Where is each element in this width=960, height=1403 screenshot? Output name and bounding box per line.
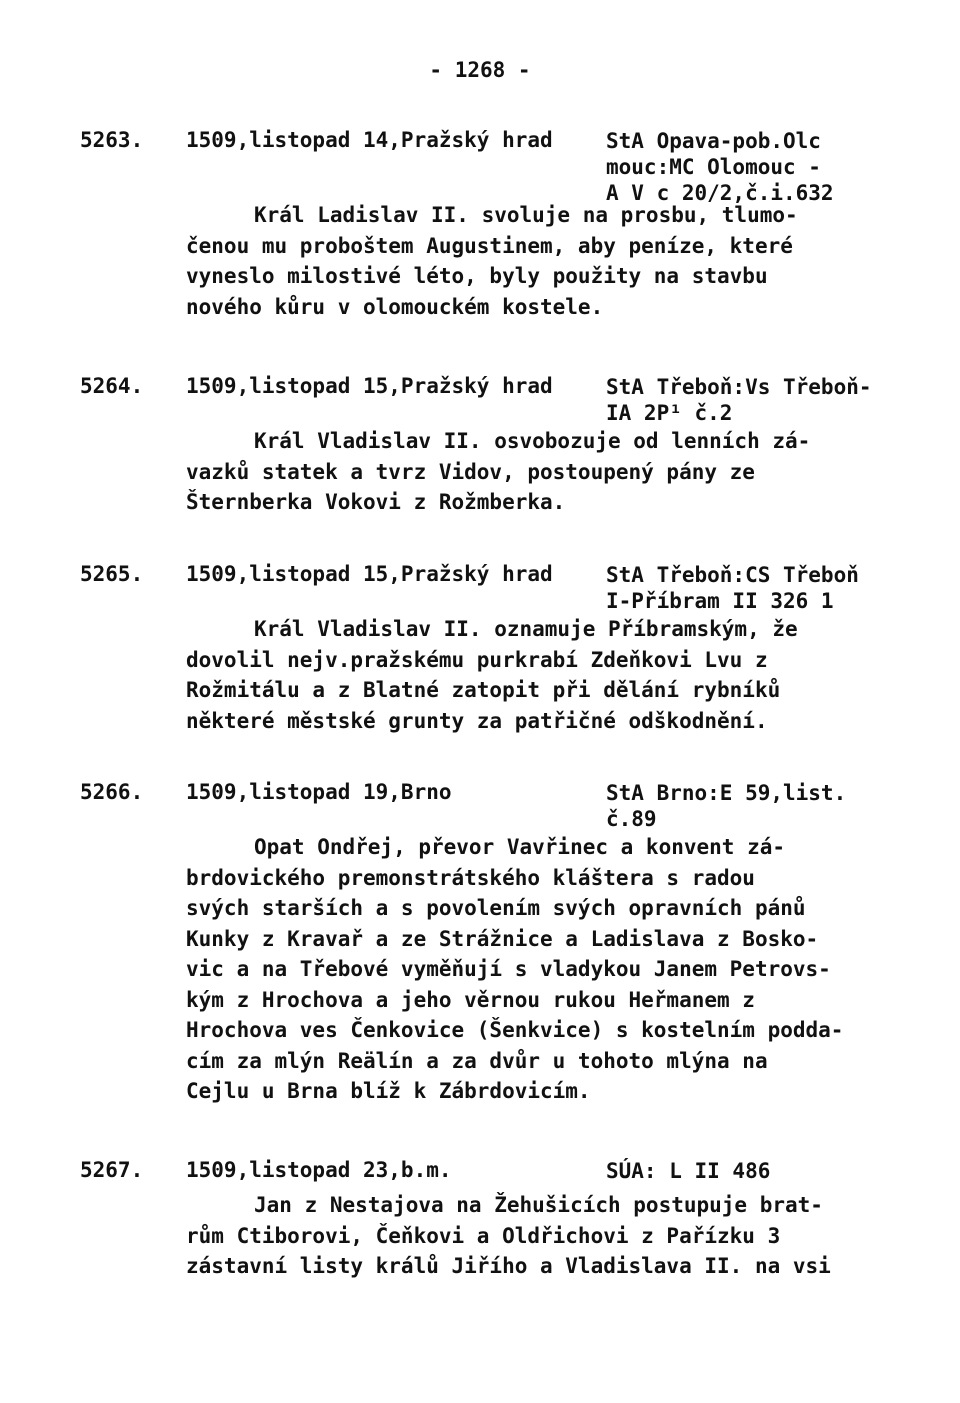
archive-line: StA Brno:E 59,list. <box>606 781 847 805</box>
text-line: Hrochova ves Čenkovice (Šenkvice) s kostelním podda- <box>186 1018 844 1042</box>
archive-line: IA 2P¹ č.2 <box>606 401 733 425</box>
text-line: rům Ctiborovi, Čeňkovi a Oldřichovi z Pařízku 3 <box>186 1223 781 1248</box>
archive-line: č.89 <box>606 807 657 831</box>
text-line: Opat Ondřej, převor Vavřinec a konvent zá- <box>254 835 786 859</box>
entry-regest-text <box>186 832 876 1107</box>
entry-date-place: 1509,listopad 14,Pražský hrad <box>186 128 553 152</box>
entry-number: 5265. <box>80 562 144 586</box>
archive-line: StA Třeboň:CS Třeboň <box>606 563 859 587</box>
entry-number: 5263. <box>80 128 144 152</box>
entry-number: 5264. <box>80 374 144 398</box>
text-line: Šternberka Vokovi z Rožmberka. <box>186 490 566 514</box>
entry-regest-text <box>186 200 876 322</box>
text-line: některé městské grunty za patřičné odškodnění. <box>186 708 768 733</box>
text-line: nového kůru v olomouckém kostele. <box>186 294 604 319</box>
entry-archive-reference <box>606 374 876 426</box>
page-number: - 1268 - <box>429 58 531 82</box>
text-line: kým z Hrochova a jeho věrnou rukou Heřmanem z <box>186 987 755 1012</box>
entry-number: 5267. <box>80 1158 144 1182</box>
text-line: brdovického premonstrátského kláštera s radou <box>186 865 755 890</box>
text-line: svých starších a s povolením svých opravních pánů <box>186 896 806 920</box>
entry-date-place: 1509,listopad 23,b.m. <box>186 1158 452 1182</box>
entry-archive-reference <box>606 1158 876 1184</box>
text-line: vazků statek a tvrz Vidov, postoupený pány ze <box>186 459 755 484</box>
entry-regest-text <box>186 614 876 736</box>
text-line: čenou mu proboštem Augustinem, aby peníze, které <box>186 233 793 258</box>
text-line: Jan z Nestajova na Žehušicích postupuje brat- <box>254 1193 823 1217</box>
entry-regest-text <box>186 426 876 518</box>
entry-number: 5266. <box>80 780 144 804</box>
text-line: vyneslo milostivé léto, byly použity na stavbu <box>186 264 768 288</box>
archive-line: SÚA: L II 486 <box>606 1159 771 1183</box>
text-line: cím za mlýn Reälín a za dvůr u tohoto mlýna na <box>186 1048 768 1073</box>
entry-archive-reference <box>606 128 876 206</box>
entry-archive-reference <box>606 780 876 832</box>
entry-archive-reference <box>606 562 876 614</box>
archive-line: StA Opava-pob.Olc <box>606 129 821 153</box>
text-line: zástavní listy králů Jiřího a Vladislava II. na vsi <box>186 1254 831 1278</box>
text-line: Král Ladislav II. svoluje na prosbu, tlumo- <box>254 203 798 227</box>
archive-line: StA Třeboň:Vs Třeboň- <box>606 375 872 399</box>
text-line: Rožmitálu a z Blatné zatopit při dělání rybníků <box>186 678 781 702</box>
entry-date-place: 1509,listopad 15,Pražský hrad <box>186 374 553 398</box>
text-line: Král Vladislav II. osvobozuje od lenních zá- <box>254 429 811 453</box>
text-line: vic a na Třebové vyměňují s vladykou Janem Petrovs- <box>186 957 831 981</box>
archive-line: mouc:MC Olomouc - <box>606 155 821 179</box>
text-line: dovolil nejv.pražskému purkrabí Zdeňkovi Lvu z <box>186 647 768 672</box>
archive-line: A V c 20/2,č.i.632 <box>606 181 834 205</box>
text-line: Cejlu u Brna blíž k Zábrdovicím. <box>186 1079 591 1103</box>
entry-date-place: 1509,listopad 15,Pražský hrad <box>186 562 553 586</box>
entry-regest-text <box>186 1190 876 1282</box>
text-line: Král Vladislav II. oznamuje Příbramským, že <box>254 617 798 641</box>
entry-date-place: 1509,listopad 19,Brno <box>186 780 452 804</box>
archive-line: I-Příbram II 326 1 <box>606 589 834 613</box>
text-line: Kunky z Kravař a ze Strážnice a Ladislava z Bosko- <box>186 926 819 951</box>
